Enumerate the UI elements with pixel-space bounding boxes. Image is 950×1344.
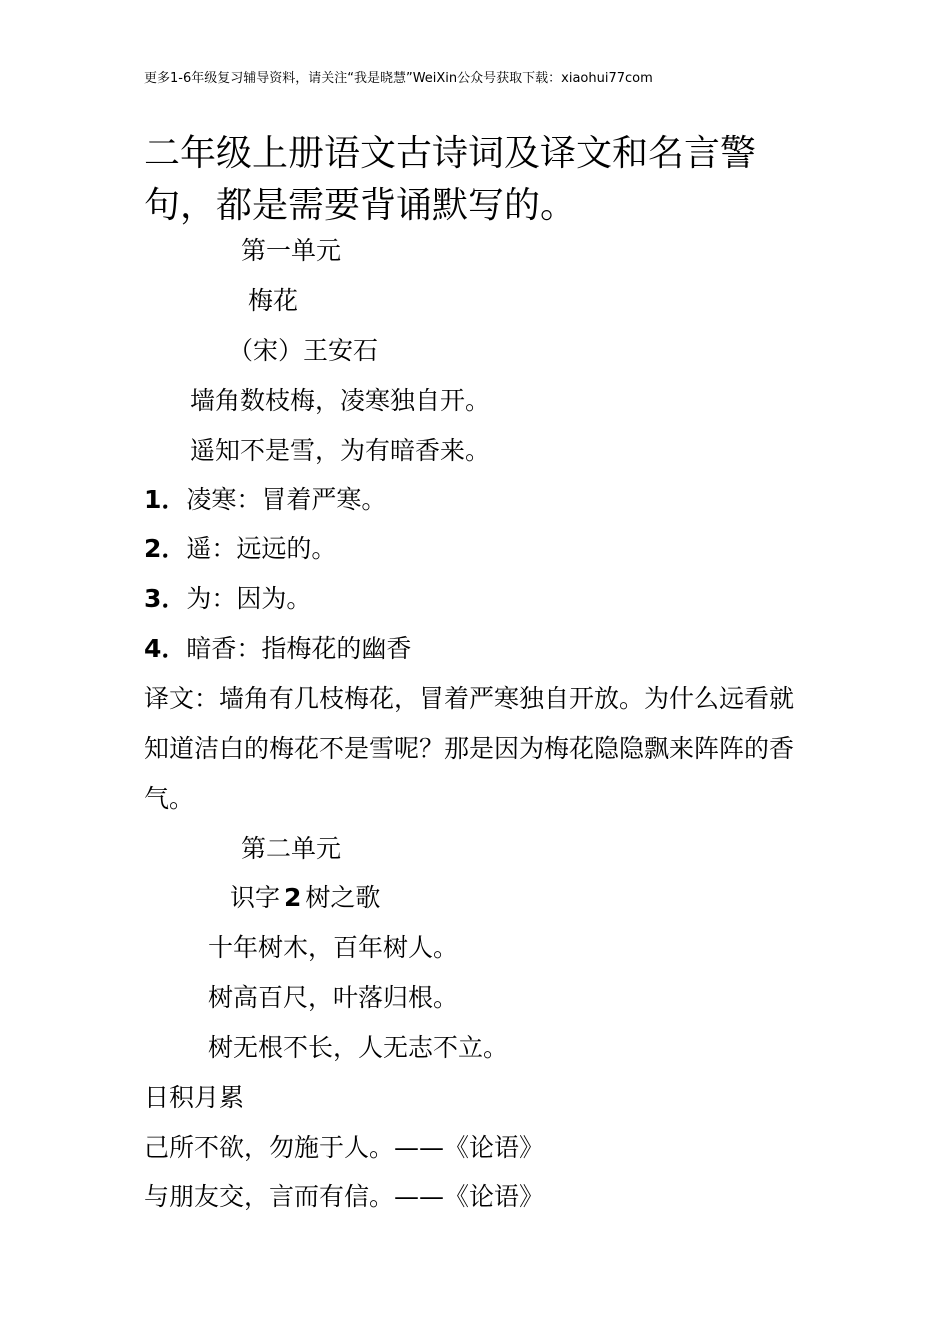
note-number: 2．: [144, 534, 187, 563]
proverb-line-1: 十年树木，百年树人。: [208, 933, 459, 962]
unit2-heading: 第二单元: [241, 834, 342, 863]
note-item-1: [144, 483, 386, 517]
poem-line-2: 遥知不是雪，为有暗香来。: [190, 436, 491, 465]
note-number: 1．: [144, 485, 187, 514]
poem-line-1: 墙角数枝梅，凌寒独自开。: [190, 386, 491, 415]
lesson-number: 2: [284, 883, 302, 912]
lesson-title-suffix: 树之歌: [305, 883, 381, 912]
unit1-heading: 第一单元: [241, 236, 342, 265]
note-text: 凌寒：冒着严寒。: [186, 485, 387, 514]
lesson-title: [230, 881, 380, 915]
quote-2: 与朋友交，言而有信。——《论语》: [144, 1182, 545, 1211]
note-item-4: [144, 632, 411, 666]
poem-title: 梅花: [248, 286, 299, 315]
note-item-2: [144, 532, 336, 566]
poem-author: （宋）王安石: [228, 336, 379, 365]
note-number: 3．: [144, 584, 187, 613]
note-text: 暗香：指梅花的幽香: [186, 634, 412, 663]
note-text: 为：因为。: [186, 584, 312, 613]
accumulation-heading: 日积月累: [144, 1083, 245, 1112]
note-text: 遥：远远的。: [186, 534, 337, 563]
header-note: 更多1-6年级复习辅导资料，请关注“我是晓慧”WeiXin公众号获取下载：xiaohui77com: [144, 71, 653, 86]
lesson-title-prefix: 识字: [230, 883, 281, 912]
note-item-3: [144, 582, 311, 616]
quote-1: 己所不欲，勿施于人。——《论语》: [144, 1133, 545, 1162]
proverb-line-2: 树高百尺，叶落归根。: [208, 983, 459, 1012]
translation-paragraph: 译文：墙角有几枝梅花，冒着严寒独自开放。为什么远看就知道洁白的梅花不是雪呢？那是因为梅花隐隐飘来阵阵的香气。: [144, 684, 795, 813]
page-title: 二年级上册语文古诗词及译文和名言警句，都是需要背诵默写的。: [144, 133, 757, 226]
proverb-line-3: 树无根不长，人无志不立。: [208, 1033, 509, 1062]
note-number: 4．: [144, 634, 187, 663]
